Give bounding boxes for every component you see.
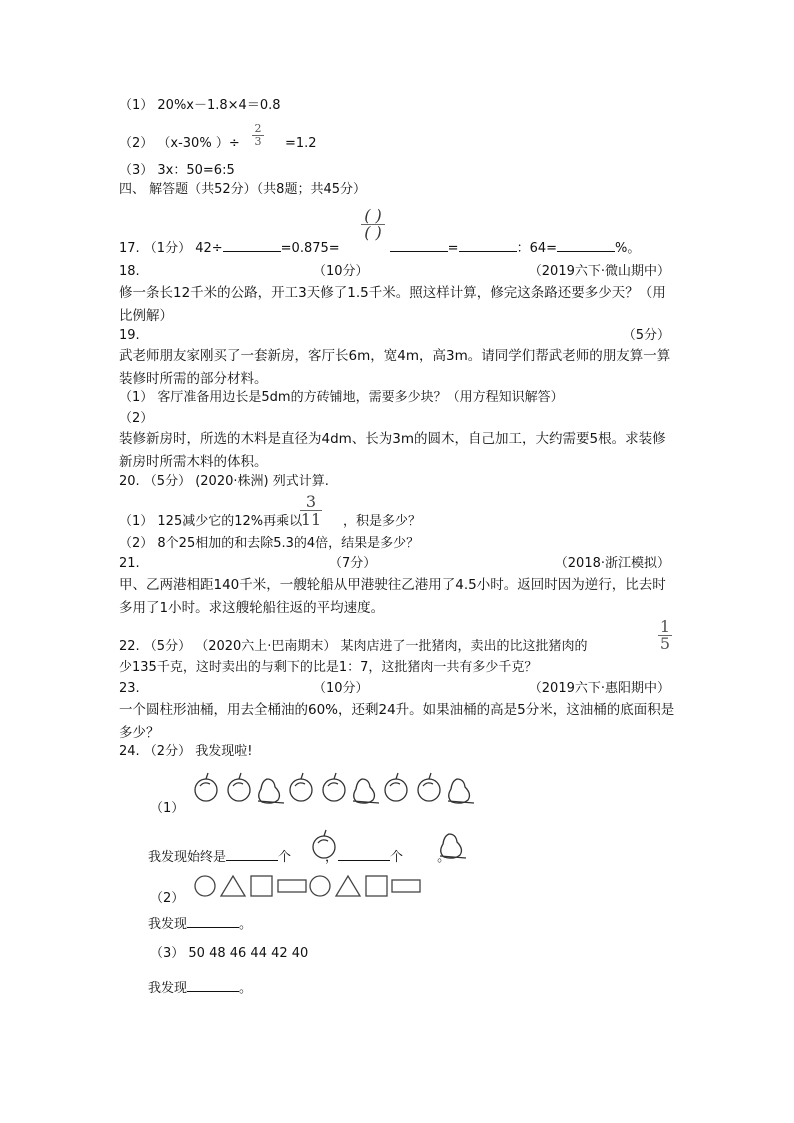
- q22-fraction: [658, 619, 672, 652]
- q24-blank-shapes[interactable]: [187, 913, 239, 928]
- q21-number: 21.: [119, 556, 140, 571]
- q17-line: [119, 237, 640, 258]
- q24-blank-apples[interactable]: [226, 846, 278, 861]
- apple-icon: [228, 773, 250, 801]
- section-title: 四、 解答题（共52分）（共8题；共45分）: [119, 182, 366, 197]
- q19-score: （5分）: [622, 328, 670, 343]
- apple-icon: [323, 773, 345, 801]
- fraction-denominator: 3: [254, 135, 262, 148]
- pear-icon: [448, 779, 474, 803]
- circle-shape: [195, 876, 215, 896]
- apple-icon: [418, 773, 440, 801]
- pear-icon: [353, 779, 379, 803]
- q21-source: （2018·浙江模拟）: [554, 556, 670, 571]
- q18-source: （2019六下·微山期中）: [528, 264, 670, 279]
- q18-number: 18.: [119, 264, 140, 279]
- q17-eq2: =: [447, 241, 459, 256]
- pear-icon: [258, 779, 284, 803]
- fraction-denominator: 11: [300, 510, 322, 529]
- equation-2-fraction: [252, 123, 264, 148]
- q17-percent: %。: [615, 241, 641, 256]
- equation-1: （1） 20%x－1.8×4＝0.8: [119, 98, 281, 113]
- q17-paren-numerator: ( ): [364, 206, 382, 225]
- q24-sub3: （3） 50 48 46 44 42 40: [150, 946, 309, 961]
- q23-text: 一个圆柱形油桶，用去全桶油的60%，还剩24升。如果油桶的高是5分米，这油桶的底面积是多少？: [119, 702, 675, 741]
- q19-text: 武老师朋友家刚买了一套新房，客厅长6m，宽4m，高3m。请同学们帮武老师的朋友算一算装修时所需的部分材料。: [119, 348, 671, 387]
- q24-blank-pears[interactable]: [338, 846, 390, 861]
- q24-find1-ge1: 个: [278, 850, 292, 865]
- apple-icon: [195, 773, 217, 801]
- q17-blank-3[interactable]: [459, 237, 517, 252]
- square-shape: [251, 876, 272, 896]
- equation-2-right: =1.2: [285, 136, 317, 151]
- q17-mid: =0.875=: [280, 241, 340, 256]
- square-shape: [366, 876, 387, 896]
- q24-find2: [148, 913, 252, 934]
- fraction-numerator: 2: [254, 122, 262, 135]
- q19-number: 19.: [119, 328, 140, 343]
- q22-text: 少135千克，这时卖出的与剩下的比是1：7，这批猪肉一共有多少千克？: [119, 660, 538, 675]
- q19-sub2-label: （2）: [119, 411, 154, 426]
- q24-sub2-label: （2）: [150, 891, 185, 906]
- fraction-numerator: 1: [659, 617, 671, 636]
- apple-icon: [290, 773, 312, 801]
- q20-sub2: （2） 8个25相加的和去除5.3的4倍，结果是多少？: [119, 536, 420, 551]
- q20-sub1-a: （1） 125减少它的12%再乘以: [119, 514, 303, 529]
- q24-find3-end: 。: [239, 981, 253, 996]
- apple-icon: [385, 773, 407, 801]
- q24-find3-lead: 我发现: [148, 981, 188, 996]
- fraction-denominator: 5: [659, 634, 671, 653]
- q21-score: （7分）: [329, 556, 377, 571]
- q23-source: （2019六下·惠阳期中）: [528, 681, 670, 696]
- rectangle-shape: [392, 880, 420, 892]
- shape-sequence: [192, 874, 422, 898]
- q24-sub1-label: （1）: [150, 801, 185, 816]
- q23-number: 23.: [119, 681, 140, 696]
- q24-find1-lead: 我发现始终是: [148, 850, 227, 865]
- q20-fraction: [300, 493, 322, 528]
- q17-blank-4[interactable]: [557, 237, 615, 252]
- fruit-sequence: [190, 770, 480, 810]
- q24-find1-ge2: 个: [390, 850, 404, 865]
- q19-sub2-text: 装修新房时，所选的木料是直径为4dm、长为3m的圆木，自己加工，大约需要5根。求装修新房时所需木料的体积。: [119, 431, 666, 470]
- q19-sub1: （1） 客厅准备用边长是5dm的方砖铺地，需要多少块？（用方程知识解答）: [119, 390, 564, 405]
- equation-2-left: （2） （x-30% ）÷: [119, 136, 240, 151]
- q17-sixty-four: ：64=: [516, 241, 558, 256]
- q24-find1-end: 。: [437, 850, 451, 865]
- q23-score: （10分）: [313, 681, 369, 696]
- q24-find1-comma: ，: [325, 850, 339, 865]
- q17-blank-1[interactable]: [223, 237, 281, 252]
- q18-score: （10分）: [313, 264, 369, 279]
- equation-3: （3） 3x：50=6:5: [119, 163, 235, 178]
- q17-paren-denominator: ( ): [364, 223, 382, 242]
- q17-blank-2[interactable]: [390, 237, 448, 252]
- triangle-shape: [221, 876, 245, 896]
- apple-icon: [311, 830, 337, 860]
- q24-find2-lead: 我发现: [148, 917, 188, 932]
- circle-shape: [310, 876, 330, 896]
- q17-prefix: 17. （1分） 42÷: [119, 241, 223, 256]
- q24-blank-numbers[interactable]: [187, 977, 239, 992]
- q20-head: 20. （5分） (2020·株洲) 列式计算.: [119, 474, 329, 489]
- triangle-shape: [336, 876, 360, 896]
- q21-text: 甲、乙两港相距140千米，一艘轮船从甲港驶往乙港用了4.5小时。返回时因为逆行，比去时多用了1小时。求这艘轮船往返的平均速度。: [119, 577, 666, 616]
- fraction-numerator: 3: [305, 492, 317, 511]
- q24-find1: [148, 846, 450, 867]
- rectangle-shape: [278, 880, 306, 892]
- q24-head: 24. （2分） 我发现啦!: [119, 744, 253, 759]
- q24-find3: [148, 977, 252, 998]
- pear-icon: [437, 831, 469, 861]
- q18-text: 修一条长12千米的公路，开工3天修了1.5千米。照这样计算，修完这条路还要多少天？（用比例解）: [119, 285, 666, 324]
- q24-find2-end: 。: [239, 917, 253, 932]
- q20-sub1-b: ，积是多少？: [343, 514, 422, 529]
- q22-head: 22. （5分） （2020六上·巴南期末） 某肉店进了一批猪肉，卖出的比这批猪肉的: [119, 639, 588, 654]
